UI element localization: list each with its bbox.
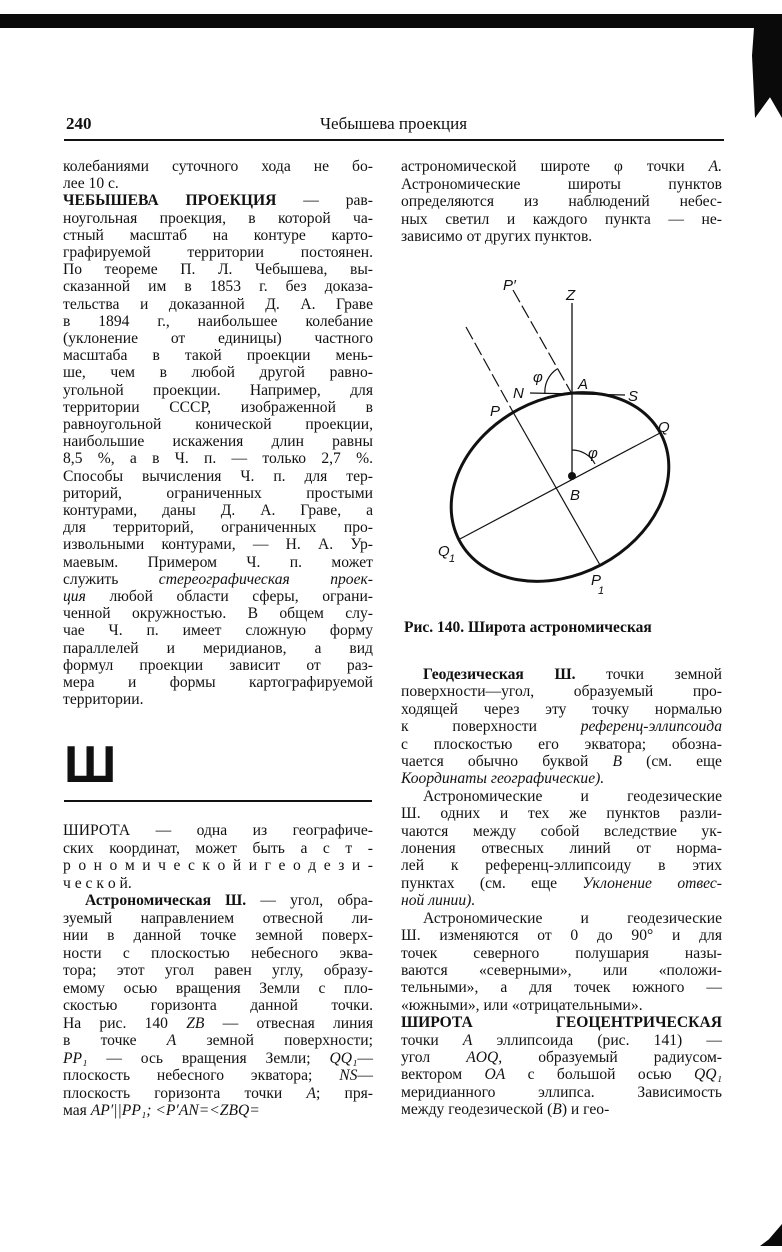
italic-text: стереографическая проек- bbox=[158, 570, 373, 588]
label-A: A bbox=[578, 376, 589, 393]
paragraph bbox=[401, 666, 722, 788]
text-segment: ходящей через эту точку нормалью bbox=[401, 700, 722, 718]
text-segment: параллелей и меридианов, а вид bbox=[63, 639, 373, 657]
italic-text: A bbox=[166, 1032, 177, 1049]
text-segment: территории СССР, изображенной в bbox=[63, 398, 373, 416]
text-line bbox=[401, 997, 722, 1014]
text-segment: вектором bbox=[401, 1066, 485, 1084]
text-segment: пунктах (см. еще bbox=[401, 874, 583, 892]
label-P1-subscript: 1 bbox=[598, 585, 605, 597]
paragraph bbox=[401, 1014, 722, 1118]
text-line bbox=[401, 1032, 722, 1049]
text-segment: чае Ч. п. имеет сложную форму bbox=[63, 622, 373, 640]
text-segment: риторий, ограниченных простыми bbox=[63, 484, 373, 502]
text-segment: плоскость горизонта точки bbox=[63, 1084, 307, 1102]
paragraph bbox=[401, 910, 722, 1014]
text-segment: лей к референц-эллипсоиду в этих bbox=[401, 857, 722, 875]
text-segment: На рис. 140 bbox=[63, 1014, 187, 1032]
text-segment: угол bbox=[401, 1048, 467, 1066]
text-segment: — bbox=[357, 1067, 373, 1084]
text-segment: контурами, даны Д. А. Граве, а bbox=[63, 502, 373, 520]
text-segment: зависимо от других пунктов. bbox=[401, 228, 593, 246]
text-segment: территории. bbox=[63, 691, 144, 709]
text-segment: образуемый радиусом- bbox=[502, 1048, 722, 1066]
italic-text: B bbox=[552, 1101, 562, 1119]
italic-text: PP₁ bbox=[63, 1049, 88, 1067]
paragraph bbox=[401, 788, 722, 910]
text-segment: маевым. Примером Ч. п. может bbox=[63, 553, 373, 571]
italic-text: AP′||PP₁; <P′AN=<ZBQ= bbox=[90, 1102, 260, 1119]
text-line bbox=[401, 910, 722, 927]
text-segment: формул проекции зависит от раз- bbox=[63, 656, 373, 674]
text-segment: наибольшие искажения длин равны bbox=[63, 433, 373, 451]
text-segment: ; пря- bbox=[315, 1084, 373, 1102]
text-line bbox=[401, 753, 722, 770]
italic-text: A bbox=[462, 1031, 473, 1049]
text-segment: нии в данной точке земной поверх- bbox=[63, 927, 373, 944]
text-segment: для территорий, ограниченных про- bbox=[63, 519, 373, 537]
text-segment: извольными контурами, — Н. А. Ур- bbox=[63, 536, 373, 554]
text-line bbox=[401, 979, 722, 996]
italic-text: ция bbox=[63, 588, 86, 606]
text-segment: ских координат, может быть а с т - bbox=[63, 839, 373, 857]
text-segment: «южными», или «отрицательными». bbox=[401, 996, 643, 1014]
text-segment: По теореме П. Л. Чебышева, вы- bbox=[63, 261, 373, 279]
axis-dashed-extension bbox=[466, 327, 513, 412]
text-segment: тора; этот угол равен углу, образу- bbox=[63, 962, 373, 979]
text-segment: Астрономические и геодезические bbox=[423, 909, 722, 927]
text-segment: — ось вращения Земли; bbox=[87, 1049, 330, 1067]
italic-text: AOQ, bbox=[466, 1048, 503, 1066]
bold-term: ЧЕБЫШЕВА ПРОЕКЦИЯ bbox=[63, 192, 277, 210]
text-segment: колебаниями суточного хода не бо- bbox=[63, 158, 373, 175]
label-S: S bbox=[628, 388, 639, 405]
text-segment: скостью горизонта данной точки. bbox=[63, 997, 373, 1014]
text-segment: ности с плоскостью небесного эква- bbox=[63, 944, 373, 962]
text-line bbox=[401, 892, 722, 909]
text-segment: — bbox=[357, 1049, 373, 1067]
text-segment: ) и гео- bbox=[561, 1101, 610, 1119]
text-segment: зуемый направлением отвесной ли- bbox=[63, 909, 373, 927]
label-P: P bbox=[490, 403, 501, 420]
text-line bbox=[401, 840, 722, 857]
text-line bbox=[401, 1101, 722, 1118]
text-segment: Способы вычисления Ч. п. для тер- bbox=[63, 467, 373, 485]
italic-text: NS bbox=[339, 1067, 358, 1084]
text-segment: в точке bbox=[63, 1032, 167, 1049]
text-line bbox=[401, 962, 722, 979]
italic-text: ной линии). bbox=[401, 892, 476, 910]
text-line bbox=[401, 770, 722, 787]
text-line bbox=[401, 823, 722, 840]
text-line bbox=[401, 1066, 722, 1083]
text-segment: ч е с к о й. bbox=[63, 874, 132, 892]
text-segment: стный масштаб на контуре карто- bbox=[63, 226, 373, 244]
text-segment: мая bbox=[63, 1102, 91, 1119]
label-Q: Q bbox=[658, 419, 670, 436]
label-Q1: Q bbox=[438, 543, 450, 560]
text-line bbox=[401, 788, 722, 805]
italic-text: QQ₁ bbox=[329, 1049, 358, 1067]
text-segment: эллипсоида (рис. 141) — bbox=[472, 1031, 722, 1049]
text-segment: точки bbox=[401, 1031, 463, 1049]
text-segment: точки земной bbox=[575, 666, 722, 683]
text-segment: земной поверхности; bbox=[176, 1032, 373, 1049]
text-segment: (уклонение от единицы) частного bbox=[63, 330, 373, 348]
text-segment: лее 10 с. bbox=[63, 175, 119, 193]
text-segment: тельными», а для точек южного — bbox=[401, 979, 722, 997]
figure-caption: Рис. 140. Широта астрономическая bbox=[404, 619, 652, 636]
label-P-prime: P′ bbox=[503, 277, 516, 294]
text-segment: плоскость небесного экватора; bbox=[63, 1067, 340, 1084]
text-segment: — отвесная линия bbox=[204, 1014, 373, 1032]
text-segment: емому осью вращения Земли с пло- bbox=[63, 979, 373, 997]
italic-text: B bbox=[612, 753, 622, 771]
text-segment: меридианного эллипса. Зависимость bbox=[401, 1083, 722, 1101]
label-Z: Z bbox=[566, 287, 576, 304]
equator-QQ1 bbox=[458, 433, 660, 540]
label-B: B bbox=[570, 487, 581, 504]
italic-text: OA bbox=[484, 1066, 506, 1084]
text-segment: Астрономические широты пунктов bbox=[401, 175, 722, 193]
text-segment: служить bbox=[63, 570, 159, 588]
text-segment: Астрономические и геодезические bbox=[423, 787, 722, 805]
italic-text: QQ₁ bbox=[694, 1066, 722, 1084]
text-segment: с плоскостью его экватора; обозна- bbox=[401, 735, 722, 753]
text-segment: ноугольная проекция, в которой ча- bbox=[63, 209, 373, 227]
text-segment: ченной окружностью. В общем слу- bbox=[63, 605, 373, 623]
text-segment: тельства и доказанной Д. А. Граве bbox=[63, 295, 373, 313]
italic-text: референц-эллипсоида bbox=[580, 718, 722, 736]
text-line bbox=[401, 666, 722, 683]
text-segment: в 1894 г., наибольшее колебание bbox=[63, 312, 373, 330]
text-segment: угольной проекции. Например, для bbox=[63, 381, 373, 399]
text-line bbox=[401, 718, 722, 735]
text-segment: — рав- bbox=[276, 192, 373, 210]
text-segment: масштаба в такой проекции мень- bbox=[63, 347, 373, 365]
section-letter: Ш bbox=[64, 736, 117, 794]
text-line bbox=[401, 927, 722, 944]
italic-text: Координаты географические). bbox=[401, 770, 605, 788]
label-phi-top: φ bbox=[533, 369, 543, 386]
text-segment: 8,5 %, а в Ч. п. — только 2,7 %. bbox=[63, 450, 373, 468]
bold-term: Астрономическая Ш. bbox=[85, 892, 247, 909]
text-segment: сказанной им в 1853 г. без доказа- bbox=[63, 278, 373, 296]
text-line bbox=[401, 683, 722, 700]
text-segment: к поверхности bbox=[401, 718, 581, 736]
text-segment: равноугольной конической проекции, bbox=[63, 416, 373, 434]
text-segment: любой области сферы, ограни- bbox=[85, 588, 373, 606]
text-segment: чаются между собой вследствие ук- bbox=[401, 822, 722, 840]
label-Q1-subscript: 1 bbox=[449, 553, 456, 565]
angle-arc-top bbox=[545, 369, 557, 394]
text-segment: точек северного полушария назы- bbox=[401, 944, 722, 962]
text-line bbox=[401, 701, 722, 718]
ellipsoid-outline bbox=[418, 356, 702, 618]
text-segment: ше, чем в любой другой равно- bbox=[63, 364, 373, 382]
text-segment: Ш. изменяются от 0 до 90° и для bbox=[401, 927, 722, 945]
text-segment: ваются «северными», или «положи- bbox=[401, 961, 722, 979]
page-number: 240 bbox=[66, 114, 92, 133]
text-line bbox=[401, 1014, 722, 1031]
label-N: N bbox=[513, 385, 524, 402]
text-line bbox=[401, 736, 722, 753]
text-line bbox=[401, 857, 722, 874]
text-line bbox=[401, 1049, 722, 1066]
text-segment: лонения отвесных линий от норма- bbox=[401, 840, 722, 858]
text-segment: определяются из наблюдений небес- bbox=[401, 193, 722, 211]
text-segment: астрономической широте φ точки bbox=[401, 158, 709, 175]
text-segment: с большой осью bbox=[505, 1066, 695, 1084]
label-phi-center: φ bbox=[588, 445, 598, 462]
italic-text: A bbox=[306, 1084, 316, 1102]
text-segment: ных светил и каждого пункта — не- bbox=[401, 210, 722, 228]
text-line bbox=[401, 875, 722, 892]
text-line bbox=[401, 945, 722, 962]
italic-text: Уклонение отвес- bbox=[582, 874, 722, 892]
right-column-bottom bbox=[401, 666, 722, 1119]
italic-text: ZB bbox=[186, 1014, 205, 1032]
bold-term: Геодезическая Ш. bbox=[423, 666, 576, 683]
text-segment: Ш. одних и тех же пунктов разли- bbox=[401, 805, 722, 823]
text-line bbox=[401, 1084, 722, 1101]
text-segment: — угол, обра- bbox=[246, 892, 373, 909]
label-P1: P bbox=[591, 572, 602, 589]
text-segment: (см. еще bbox=[622, 753, 722, 771]
bold-term: ШИРОТА ГЕОЦЕНТРИЧЕСКАЯ bbox=[401, 1014, 722, 1032]
text-segment: мера и формы картографируемой bbox=[63, 674, 373, 692]
text-segment: чается обычно буквой bbox=[401, 753, 613, 771]
text-segment: поверхности—угол, образуемый про- bbox=[401, 683, 722, 701]
text-segment: ШИРОТА — одна из географиче- bbox=[63, 822, 373, 839]
point-B bbox=[568, 472, 576, 480]
running-title: Чебышева проекция bbox=[320, 114, 468, 133]
text-segment: р о н о м и ч е с к о й и г е о д е з и - bbox=[63, 857, 373, 874]
italic-text: A. bbox=[708, 158, 722, 175]
text-segment: между геодезической ( bbox=[401, 1101, 553, 1119]
text-segment: графируемой территории постоянен. bbox=[63, 244, 373, 262]
text-line bbox=[401, 805, 722, 822]
